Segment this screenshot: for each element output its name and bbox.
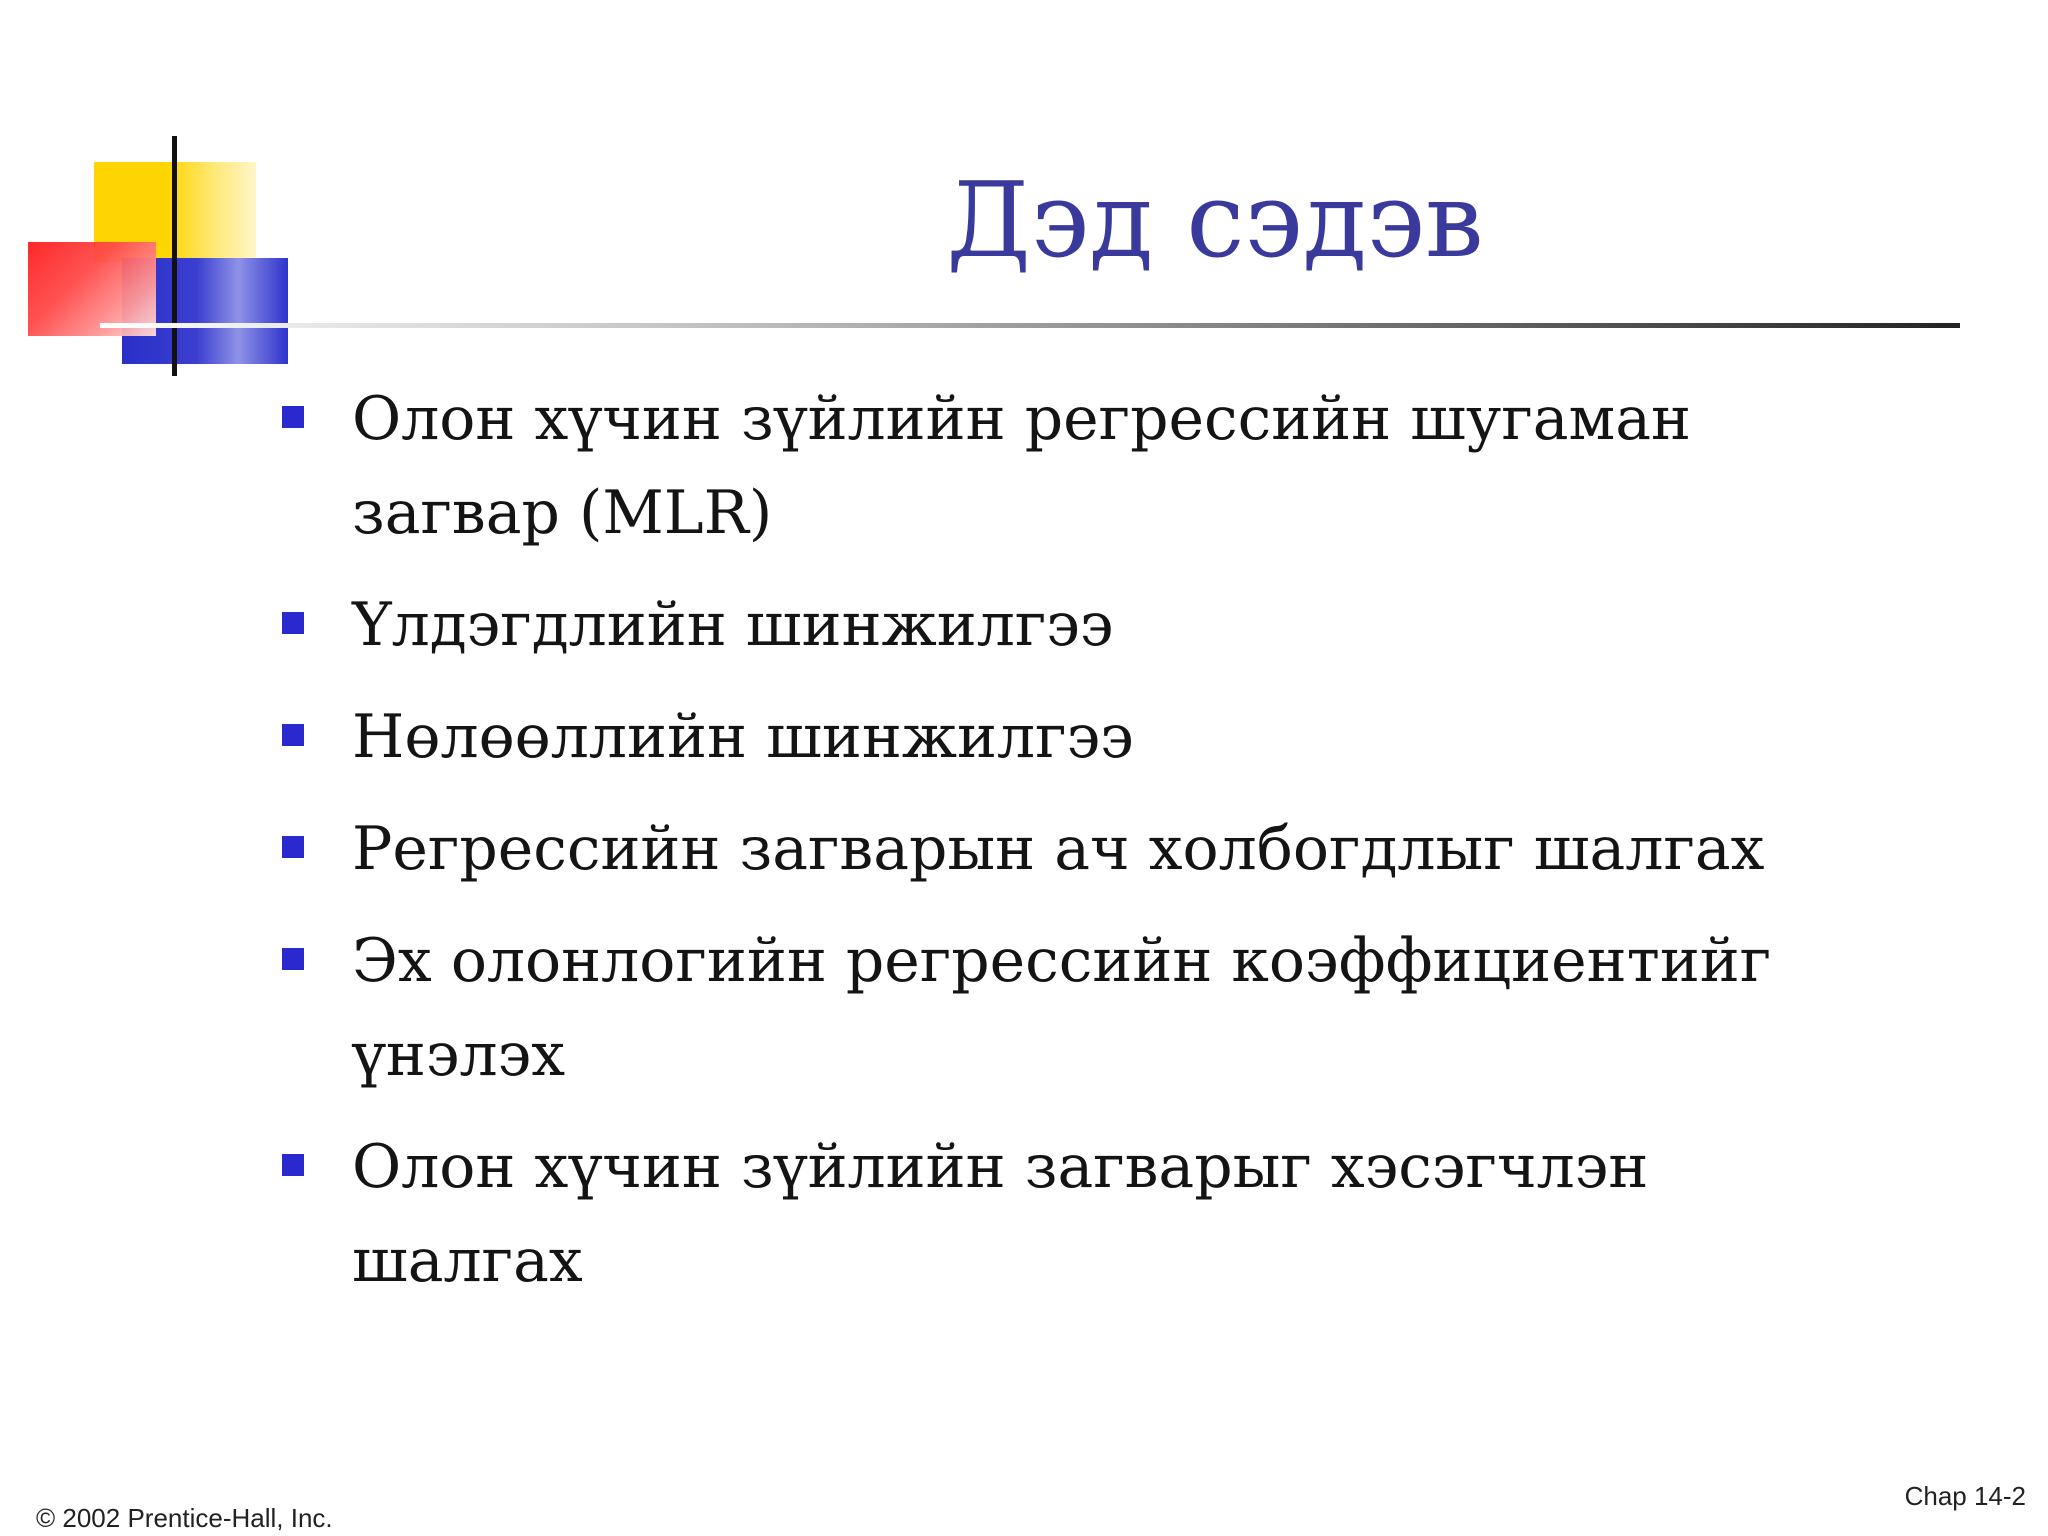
bullet-square-icon (282, 724, 304, 746)
decorative-vertical-line (172, 136, 177, 376)
bullet-square-icon (282, 612, 304, 634)
decorative-red-square (28, 242, 156, 336)
chapter-page-number: Chap 14-2 (1904, 1481, 2026, 1511)
bullet-text: Эх олонлогийн регрессийн коэффициентийг үнэлэх (352, 926, 1772, 1090)
bullet-square-icon (282, 1154, 304, 1176)
title-underline-rule (100, 323, 1960, 328)
bullet-text: Олон хүчин зүйлийн загварыг хэсэгчлэн шалгах (352, 1132, 1649, 1296)
copyright-footer: © 2002 Prentice-Hall, Inc. (36, 1503, 333, 1533)
bullet-square-icon (282, 406, 304, 428)
bullet-item (280, 1120, 1860, 1308)
bullet-text: Үлдэгдлийн шинжилгээ (352, 590, 1114, 660)
bullet-list (280, 372, 1860, 1326)
bullet-square-icon (282, 948, 304, 970)
bullet-square-icon (282, 836, 304, 858)
bullet-item (280, 578, 1860, 672)
bullet-item (280, 802, 1860, 896)
bullet-item (280, 372, 1860, 560)
bullet-item (280, 914, 1860, 1102)
bullet-text: Олон хүчин зүйлийн регрессийн шугаман загвар (MLR) (352, 384, 1691, 548)
slide-title-container (300, 159, 1960, 281)
slide-title: Дэд сэдэв (946, 159, 1484, 281)
bullet-text: Регрессийн загварын ач холбогдлыг шалгах (352, 814, 1765, 884)
bullet-text: Нөлөөллийн шинжилгээ (352, 702, 1134, 772)
bullet-item (280, 690, 1860, 784)
